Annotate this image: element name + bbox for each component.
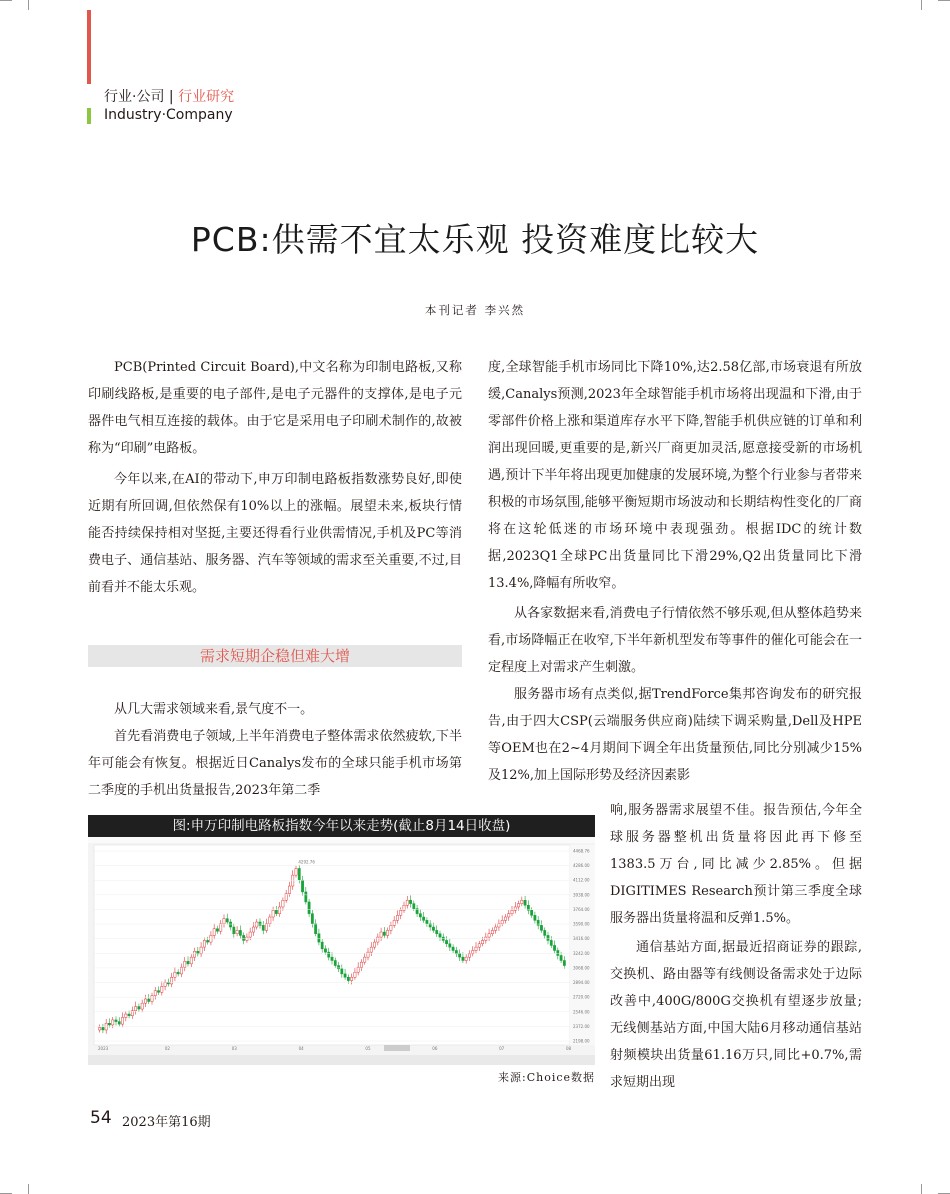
candle-body [161, 986, 163, 992]
y-tick-label: 2720.00 [573, 994, 590, 1000]
figure-title: 图:申万印制电路板指数今年以来走势(截止8月14日收盘) [88, 815, 595, 837]
candle-body [308, 902, 310, 914]
candle-body [256, 922, 258, 927]
candle-body [354, 972, 356, 977]
candle-body [501, 920, 503, 923]
paragraph: 服务器市场有点类似,据TrendForce集邦咨询发布的研究报告,由于四大CSP(云端服务供应商)陆续下调采购量,Dell及HPE等OEM也在2~4月期间下调全年出货量预估,同比分别减少15%及12%,加上国际形势及经济因素影 [488, 687, 862, 783]
candle-body [184, 961, 186, 967]
candle-body [141, 1003, 143, 1009]
candle-body [508, 914, 510, 917]
candle-body [220, 924, 222, 932]
candle-body [174, 972, 176, 977]
candle-body [265, 924, 267, 931]
candle-body [534, 915, 536, 920]
candle-body [118, 1022, 120, 1025]
candle-body [115, 1020, 117, 1022]
candle-body [491, 930, 493, 933]
y-tick-label: 4468.76 [573, 848, 590, 854]
y-tick-label: 2894.00 [573, 980, 590, 986]
candle-body [436, 930, 438, 933]
x-tick-label: 04 [298, 1046, 304, 1051]
y-axis-panel [570, 845, 595, 1045]
candle-body [180, 967, 182, 974]
chart-status-bar [88, 1055, 595, 1065]
candle-body [321, 942, 323, 949]
candle-body [462, 957, 464, 960]
candle-body [318, 934, 320, 942]
candle-body [475, 947, 477, 950]
candle-body [242, 935, 244, 940]
candle-body [458, 954, 460, 957]
candle-body [314, 924, 316, 934]
candle-body [449, 944, 451, 947]
candle-body [157, 991, 159, 993]
candle-body [249, 932, 251, 937]
candle-body [439, 934, 441, 937]
crop-mark [28, 1184, 29, 1194]
right-column-wrap [610, 797, 862, 1096]
candle-body [445, 940, 447, 943]
candle-body [301, 880, 303, 892]
section-cn: 行业·公司 [104, 89, 165, 105]
section-heading: 需求短期企稳但难大增 [88, 645, 462, 667]
header-accent-bar [87, 10, 91, 84]
crop-mark [938, 0, 950, 1]
candle-body [125, 1014, 127, 1017]
chart-figure [88, 815, 595, 1065]
section-divider: | [168, 89, 174, 105]
paragraph: 首先看消费电子领域,上半年消费电子整体需求依然疲软,下半年可能会有恢复。根据近日Canalys发布的全球只能手机市场第二季度的手机出货量报告,2023年第二季 [88, 729, 462, 798]
candle-body [494, 927, 496, 930]
y-tick-label: 3764.00 [573, 906, 590, 912]
candle-body [481, 940, 483, 943]
candle-body [311, 914, 313, 924]
candle-body [226, 919, 228, 922]
candle-body [511, 910, 513, 913]
candle-body [272, 910, 274, 917]
candle-body [560, 955, 562, 960]
candle-body [550, 940, 552, 945]
candle-body [426, 920, 428, 923]
candle-body [151, 996, 153, 1002]
candle-body [278, 907, 280, 914]
candle-body [413, 904, 415, 909]
candle-body [223, 919, 225, 924]
right-column [488, 354, 862, 789]
candle-body [108, 1023, 110, 1025]
candle-body [380, 932, 382, 937]
candle-body [364, 957, 366, 962]
candle-body [206, 940, 208, 942]
candle-body [282, 900, 284, 907]
y-tick-label: 3242.00 [573, 950, 590, 956]
x-tick-label: 07 [499, 1046, 505, 1051]
candle-body [177, 972, 179, 974]
candle-body [383, 932, 385, 935]
x-tick-label: 02 [164, 1046, 170, 1051]
candle-body [288, 886, 290, 894]
candle-body [344, 974, 346, 977]
peak-label: 4292.76 [298, 859, 315, 865]
y-tick-label: 2198.00 [573, 1038, 590, 1044]
candle-body [517, 904, 519, 907]
plot-area [94, 845, 570, 1045]
candle-body [504, 917, 506, 920]
candle-body [468, 954, 470, 957]
figure-source: 来源:Choice数据 [498, 1071, 596, 1084]
y-tick-label: 4286.00 [573, 863, 590, 869]
paragraph: 今年以来,在AI的带动下,申万印制电路板指数涨势良好,即使近期有所回调,但依然保有10%以上的涨幅。展望未来,板块行情能否持续保持相对坚挺,主要还得看行业供需情况,手机及PC等消费电子、通信基站、服务器、汽车等领域的需求至关重要,不过,目前看并不能太乐观。 [88, 472, 462, 595]
candle-body [452, 947, 454, 950]
candle-body [465, 957, 467, 960]
candle-body [422, 917, 424, 920]
y-tick-label: 4112.00 [573, 877, 590, 883]
candle-body [233, 927, 235, 934]
candle-body [213, 929, 215, 936]
candle-body [553, 945, 555, 950]
crop-mark [921, 0, 922, 10]
candle-body [193, 951, 195, 957]
candle-body [305, 892, 307, 902]
candle-body [432, 927, 434, 930]
y-tick-label: 3938.00 [573, 892, 590, 898]
candle-body [386, 930, 388, 935]
candle-body [488, 934, 490, 937]
left-column [88, 354, 462, 601]
candle-body [406, 900, 408, 905]
candle-body [131, 1011, 133, 1016]
candle-body [239, 930, 241, 935]
chart-toolbar [88, 837, 595, 843]
y-tick-label: 3416.00 [573, 936, 590, 942]
candle-body [328, 952, 330, 957]
candlestick-chart [88, 815, 595, 1065]
y-tick-label: 2546.00 [573, 1009, 590, 1015]
left-column-lower [88, 696, 462, 804]
section-sub: 行业研究 [178, 89, 235, 105]
candle-body [409, 900, 411, 903]
candle-body [295, 868, 297, 875]
candle-body [530, 910, 532, 915]
candle-body [275, 910, 277, 913]
candle-body [337, 966, 339, 969]
candle-body [98, 1027, 100, 1030]
issue-label: 2023年第16期 [122, 1115, 211, 1130]
section-label [104, 86, 234, 106]
candle-body [521, 900, 523, 903]
candle-body [537, 920, 539, 925]
date-scrollbar[interactable] [384, 1045, 410, 1051]
candle-body [292, 875, 294, 886]
candle-body [170, 977, 172, 984]
candle-body [128, 1014, 130, 1016]
paragraph: 响,服务器需求展望不佳。报告预估,今年全球服务器整机出货量将因此再下修至1383.5万台,同比减少2.85%。但据DIGITIMES Research预计第三季度全球服务器出货量将温和反弹1.5%。 [610, 803, 862, 926]
crop-mark [921, 1184, 922, 1194]
candle-body [350, 977, 352, 980]
candle-body [269, 917, 271, 924]
candle-body [373, 942, 375, 947]
candle-body [121, 1017, 123, 1024]
candle-body [236, 930, 238, 933]
x-tick-label: 2023 [98, 1046, 109, 1051]
x-tick-label: 08 [566, 1046, 572, 1051]
candle-body [200, 947, 202, 954]
candle-body [298, 868, 300, 880]
candle-body [393, 920, 395, 925]
candle-body [544, 930, 546, 935]
x-tick-label: 03 [231, 1046, 237, 1051]
candle-body [478, 944, 480, 947]
page-number: 54 [90, 1108, 112, 1128]
candle-body [419, 914, 421, 917]
y-tick-label: 3590.00 [573, 921, 590, 927]
candle-body [390, 925, 392, 930]
candle-body [112, 1020, 114, 1025]
candle-body [563, 961, 565, 966]
y-tick-label: 2372.00 [573, 1023, 590, 1029]
paragraph: 度,全球智能手机市场同比下降10%,达2.58亿部,市场衰退有所放缓,Canalys预测,2023年全球智能手机市场将出现温和下滑,由于零部件价格上涨和渠道库存水平下降,智能手机供应链的订单和利润出现回暖,更重要的是,新兴厂商更加灵活,愿意接受新的市场机遇,预计下半年将出现更加健康的发展环境,为整个行业参与者带来积极的市场氛围,能够平衡短期市场波动和长期结构性变化的厂商将在这轮低迷的市场环境中表现强劲。根据IDC的统计数据,2023Q1全球PC出货量同比下滑29%,Q2出货量同比下滑13.4%,降幅有所收窄。 [488, 360, 862, 591]
paragraph: PCB(Printed Circuit Board),中文名称为印制电路板,又称印刷线路板,是重要的电子部件,是电子元器件的支撑体,是电子元器件电气相互连接的载体。由于它是采用电子印刷术制作的,故被称为“印刷”电路板。 [88, 360, 462, 456]
candle-body [259, 922, 261, 925]
candle-body [216, 929, 218, 932]
paragraph: 通信基站方面,据最近招商证券的跟踪,交换机、路由器等有线侧设备需求处于边际改善中,400G/800G交换机有望逐步放量;无线侧基站方面,中国大陆6月移动通信基站射频模块出货量61.16万只,同比+0.7%,需求短期出现 [610, 940, 862, 1090]
candle-body [144, 999, 146, 1003]
candle-body [102, 1027, 104, 1030]
section-en: Industry·Company [104, 107, 233, 123]
candle-body [164, 982, 166, 986]
crop-mark [28, 0, 29, 10]
candle-body [134, 1007, 136, 1011]
candle-body [187, 961, 189, 964]
candle-body [557, 950, 559, 955]
candle-body [334, 961, 336, 966]
candle-body [360, 962, 362, 967]
candle-body [331, 957, 333, 960]
candle-body [341, 969, 343, 974]
candle-body [154, 991, 156, 996]
y-tick-label: 3068.00 [573, 965, 590, 971]
candle-body [370, 947, 372, 952]
candle-body [514, 907, 516, 910]
candle-body [252, 927, 254, 932]
x-tick-label: 05 [365, 1046, 371, 1051]
candle-body [190, 957, 192, 964]
crop-mark [0, 0, 12, 1]
article-title: PCB:供需不宜太乐观 投资难度比较大 [190, 220, 760, 259]
candle-body [148, 999, 150, 1002]
candle-body [138, 1007, 140, 1010]
candle-body [540, 925, 542, 930]
candle-body [203, 940, 205, 947]
x-tick-label: 06 [432, 1046, 438, 1051]
candle-body [547, 935, 549, 940]
candle-body [285, 894, 287, 901]
paragraph: 从几大需求领域来看,景气度不一。 [114, 702, 314, 717]
section-en-accent-bar [87, 108, 91, 124]
candle-body [396, 915, 398, 920]
candle-body [347, 977, 349, 980]
candle-body [377, 937, 379, 942]
candle-body [367, 952, 369, 957]
article-author: 本刊记者 李兴然 [424, 303, 526, 317]
candle-body [229, 922, 231, 927]
candle-body [324, 949, 326, 952]
candle-body [400, 910, 402, 915]
candle-body [524, 900, 526, 905]
paragraph: 从各家数据来看,消费电子行情依然不够乐观,但从整体趋势来看,市场降幅正在收窄,下半年新机型发布等事件的催化可能会在一定程度上对需求产生刺激。 [488, 606, 862, 675]
candle-body [262, 925, 264, 930]
